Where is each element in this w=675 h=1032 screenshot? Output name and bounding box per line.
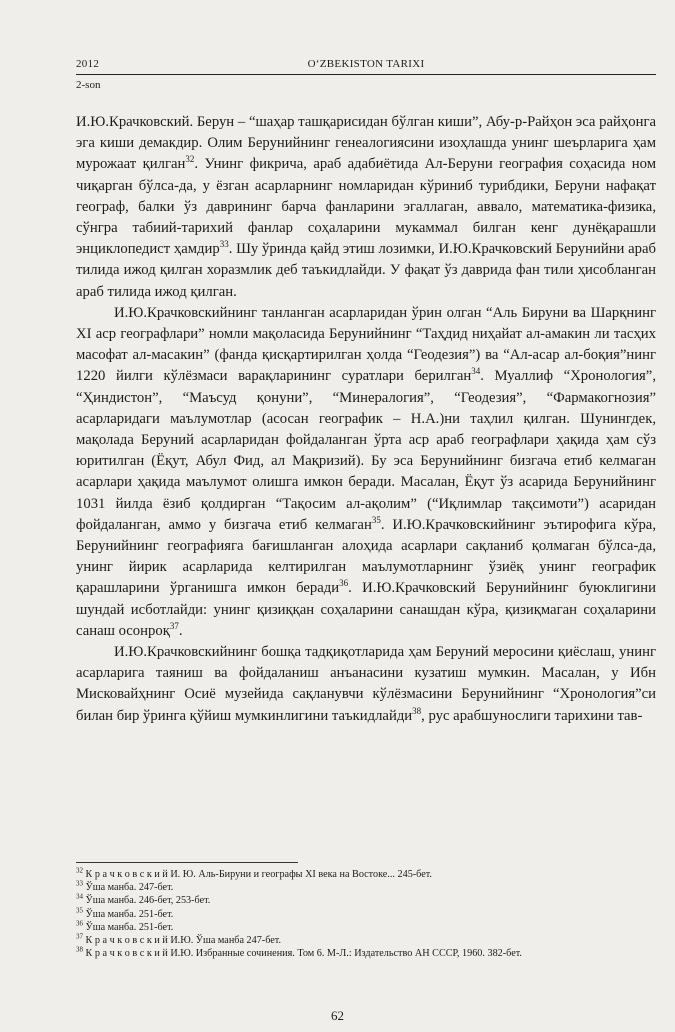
text-run: И.Ю.Крачковскийнинг бошқа тадқиқотларида ҳам Беруний меросини қиёслаш, унинг асарларига таяниш ва фойдаланиш анъанасини кузатиш мумкин. Масалан, у Ибн Мисковайҳнинг Осиё музейида сақланувчи кўлёзмасини Берунийнинг “Хронология”си билан бир ўринга қўйиш мумкинлигини таъкидлайди [76, 644, 656, 724]
footnote-rule [76, 862, 298, 863]
footnote [76, 908, 656, 921]
header-year: 2012 [76, 58, 100, 70]
footnote-number: 34 [76, 893, 83, 902]
footnote-number: 37 [76, 932, 83, 941]
text-run: . Муаллиф “Хронология”, “Ҳиндистон”, “Маъсуд қонуни”, “Минералогия”, “Геодезия”, “Фармакогнозия” асарларидаги маълумотлар (асосан географик – Н.А.)ни таҳлил қилган. Шунингдек, мақолада Беруний асарларидан фойдаланган ўрта аср араб географлари ҳақида ҳам сўз юритилган (Ёқут, Абул Фид, ал Мақризий). Бу эса Берунийнинг бизгача етиб келмаган асарлари ҳақида маълумот олишга имкон беради. Масалан, Ёқут ўз асарида Берунийнинг 1031 йилда ёзиб қолдирган “Тақосим ал-ақолим” (“Иқлимлар тақсимоти”) асаридан фойдаланган, аммо у бизгача етиб келмаган [76, 368, 657, 533]
header-issue: 2-son [76, 79, 101, 91]
footnotes [76, 868, 656, 960]
text-run: . И.Ю.Крачковский Берунийнинг буюклигини шундай исботлайди: унинг қизиққан соҳаларини санашдан кўра, қизиқмаган соҳаларини санаш осонроқ [76, 580, 656, 639]
footnote-number: 32 [76, 866, 83, 875]
text-run: . Шу ўринда қайд этиш лозимки, И.Ю.Крачковский Берунийни араб тилида ижод қилган хоразмлик деб таъкидлайди. У фақат ўз даврида фан тили ҳисобланган араб тилида ижод қилган. [76, 241, 656, 300]
footnote-text: К р а ч к о в с к и й И. Ю. Аль-Бируни и географы XI века на Востоке... 245-бет. [85, 869, 432, 880]
text-run: . И.Ю.Крачковскийнинг эътирофига кўра, Берунийнинг географияга бағишланган алоҳида асарлари сақланиб қолмаган бўлса-да, унинг йирик асарларида келтирилган маълумотларнинг ўзиёқ унинг географик қарашларини ўрганишга имкон беради [76, 516, 657, 597]
footnote-ref: 37 [169, 620, 179, 631]
footnote-number: 33 [76, 879, 83, 888]
footnote-text: Ўша манба. 251-бет. [85, 908, 174, 920]
footnote [76, 934, 656, 947]
footnote-number: 36 [76, 919, 83, 928]
footnote-number: 38 [76, 945, 83, 954]
header-rule [76, 74, 656, 75]
footnote-text: Ўша манба. 246-бет, 253-бет. [85, 895, 211, 907]
paragraph [76, 303, 656, 642]
footnote [76, 921, 656, 934]
footnote [76, 868, 656, 881]
running-header [76, 58, 656, 74]
footnote-ref: 35 [371, 514, 381, 525]
footnote-ref: 33 [219, 239, 229, 250]
paragraph [76, 112, 656, 303]
text-run: . Унинг фикрича, араб адабиётида Ал-Беруни география соҳасида ном чиқарган бўлса-да, у ёзган асарларнинг номларидан кўриниб турибдики, Беруни нафақат географ, балки ўз даврининг барча фанларини эгаллаган, аввало, математика-физика, сўнгра табиий-тарихий фанлар соҳаларини мукаммал билган кенг дунёқарашли энциклопедист ҳамдир [76, 156, 657, 258]
footnote-ref: 38 [412, 705, 422, 716]
text-run: И.Ю.Крачковскийнинг танланган асарларидан ўрин олган “Аль Бируни ва Шарқнинг XI аср географлари” номли мақоласида Берунийнинг “Таҳдид ниҳайат ал-амакин ли тасҳих масофат ал-масакин” (фанда қисқартирилган ҳолда “Геодезия”) ва “Ал-асар ал-боқия”нинг 1220 йилги кўлёзмаси варақларининг суратлари берилган [76, 304, 656, 385]
paragraph [76, 642, 656, 727]
footnote-ref: 34 [471, 366, 481, 377]
footnote [76, 894, 656, 907]
footnote-text: Ўша манба. 251-бет. [85, 921, 174, 933]
body-text [76, 112, 656, 727]
footnote-ref: 32 [185, 154, 195, 165]
text-run: . [178, 622, 183, 639]
footnote [76, 947, 656, 960]
text-run: , рус арабшунослиги тарихини тав- [421, 707, 643, 724]
footnote-text: Ўша манба. 247-бет. [85, 882, 174, 894]
footnote-text: К р а ч к о в с к и й И.Ю. Избранные сочинения. Том 6. М-Л.: Издательство АН СССР, 1960. 382-бет. [85, 948, 522, 960]
text-run: И.Ю.Крачковский. Берун – “шаҳар ташқарисидан бўлган киши”, Абу-р-Райҳон эса райҳонга эга киши демакдир. Олим Берунийнинг генеалогиясини изоҳлашда унинг шеърларига ҳам мурожаат қилган [76, 114, 656, 173]
page-number: 62 [331, 1008, 344, 1023]
footnote-text: К р а ч к о в с к и й И.Ю. Ўша манба 247-бет. [85, 935, 281, 947]
header-journal-title: O‘ZBEKISTON TARIXI [307, 58, 425, 70]
footnote-ref: 36 [339, 578, 349, 589]
footnote-number: 35 [76, 906, 83, 915]
footnote [76, 881, 656, 894]
